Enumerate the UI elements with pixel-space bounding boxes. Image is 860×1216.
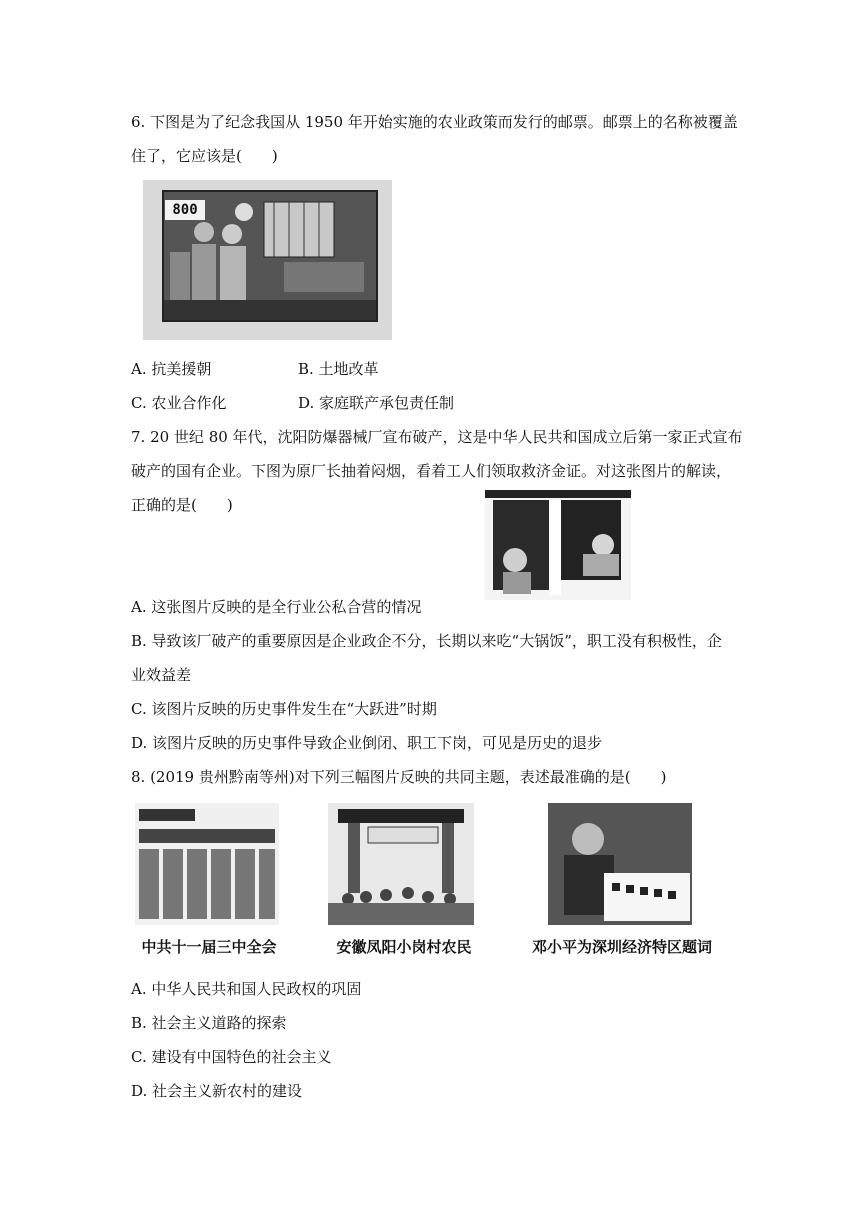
- q6-stem-line-2: 住了，它应该是( ): [131, 147, 278, 165]
- newspaper-illustration: [135, 803, 279, 925]
- q7-stem-line-3: 正确的是( ): [131, 496, 233, 514]
- q8-deng-inscription-photo: [548, 803, 692, 925]
- q7-factory-photo: [485, 490, 631, 600]
- q7-stem-line-1: 7. 20 世纪 80 年代，沈阳防爆器械厂宣布破产，这是中华人民共和国成立后第一家正式宣布: [131, 428, 743, 446]
- q8-newspaper-photo: [135, 803, 279, 925]
- q8-option-a: A. 中华人民共和国人民政权的巩固: [131, 980, 362, 998]
- q8-caption-1: 中共十一届三中全会: [141, 939, 277, 956]
- q8-caption-2: 安徽凤阳小岗村农民: [336, 939, 472, 956]
- q8-option-c: C. 建设有中国特色的社会主义: [131, 1048, 332, 1066]
- stamp-value-label: 800: [165, 200, 205, 220]
- q7-option-a: A. 这张图片反映的是全行业公私合营的情况: [131, 598, 422, 616]
- q6-option-d: D. 家庭联产承包责任制: [298, 394, 455, 412]
- q6-option-b: B. 土地改革: [298, 360, 379, 378]
- q8-option-d: D. 社会主义新农村的建设: [131, 1082, 303, 1100]
- q7-option-b: B. 导致该厂破产的重要原因是企业政企不分，长期以来吃“大锅饭”，职工没有积极性，企: [131, 632, 722, 650]
- q6-stem-line-1: 6. 下图是为了纪念我国从 1950 年开始实施的农业政策而发行的邮票。邮票上的名称被覆盖: [131, 113, 738, 131]
- q6-option-a: A. 抗美援朝: [131, 360, 212, 378]
- xiaogang-illustration: [328, 803, 474, 925]
- deng-illustration: [548, 803, 692, 925]
- q7-option-d: D. 该图片反映的历史事件导致企业倒闭、职工下岗，可见是历史的退步: [131, 734, 603, 752]
- q8-option-b: B. 社会主义道路的探索: [131, 1014, 287, 1032]
- q7-option-b-continued: 业效益差: [131, 666, 192, 684]
- q6-option-c: C. 农业合作化: [131, 394, 227, 412]
- q8-caption-3: 邓小平为深圳经济特区题词: [531, 939, 712, 956]
- q7-option-c: C. 该图片反映的历史事件发生在“大跃进”时期: [131, 700, 437, 718]
- q8-stem: 8. (2019 贵州黔南等州)对下列三幅图片反映的共同主题，表述最准确的是( ): [131, 768, 667, 786]
- factory-photo-illustration: [485, 490, 631, 600]
- q7-stem-line-2: 破产的国有企业。下图为原厂长抽着闷烟，看着工人们领取救济金证。对这张图片的解读，: [131, 462, 732, 480]
- q8-xiaogang-photo: [328, 803, 474, 925]
